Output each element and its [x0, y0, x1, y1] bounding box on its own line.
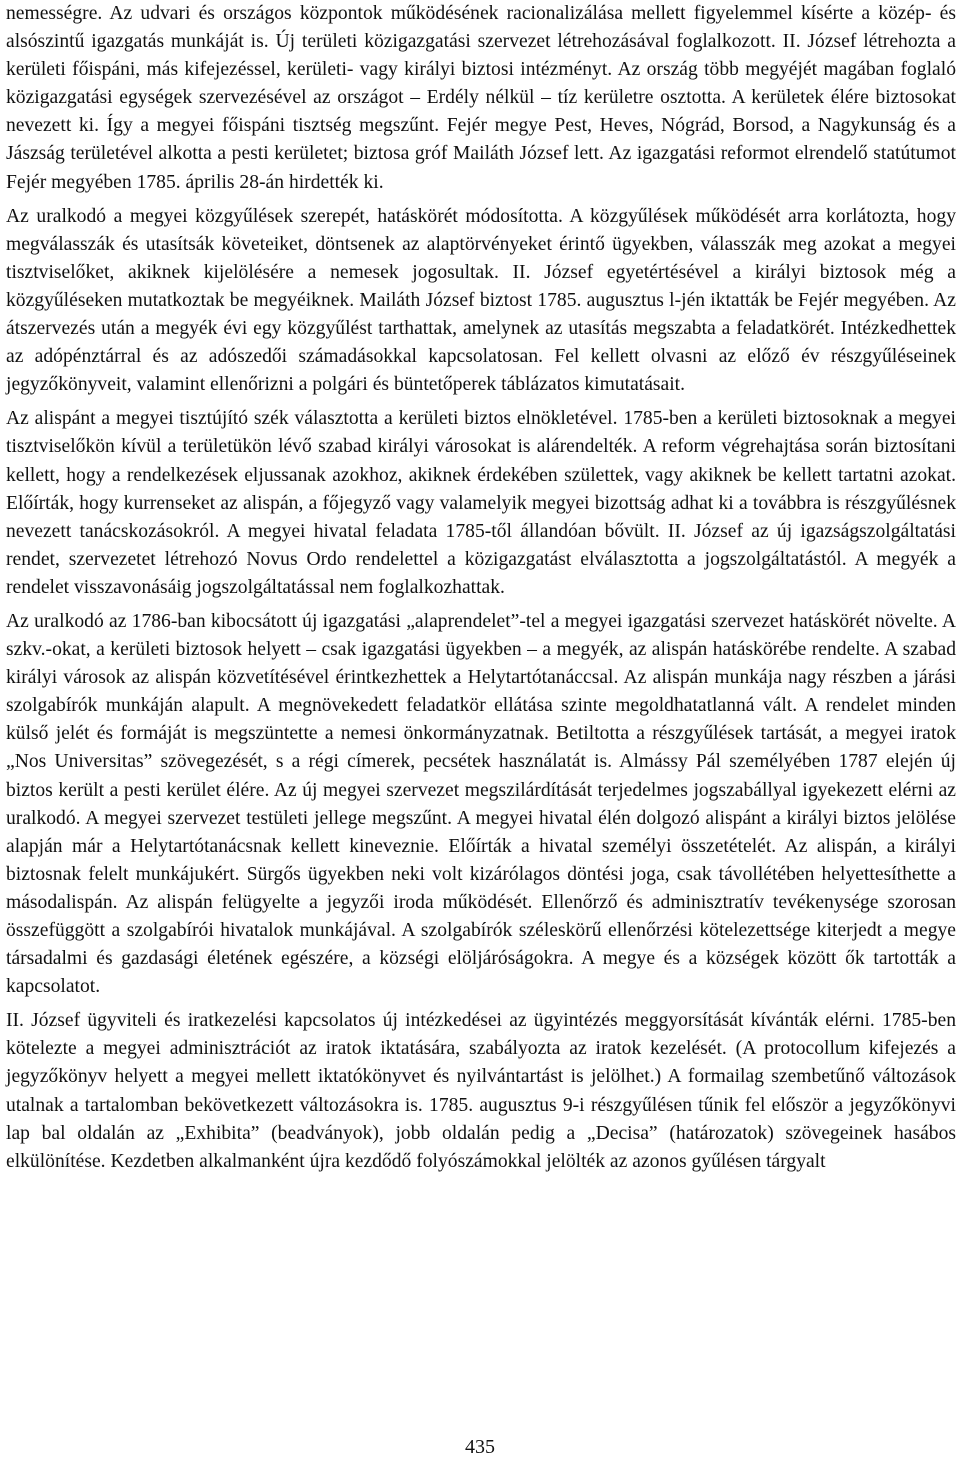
page-number: 435 [465, 1436, 495, 1458]
paragraph-4: Az uralkodó az 1786-ban kibocsátott új igazgatási „alaprendelet”-tel a megyei igazgatási szervezet hatáskörét növelte. A szkv.-okat, a kerületi biztosok helyett – csak igazgatási ügyekben – a megyék, az alispán hatáskörébe rendelte. A szabad királyi városok az alispán közvetítésével érintkezhettek a Helytartótanáccsal. Az alispán munkája nagy részben a járási szolgabírók munkáján alapult. A megnövekedett feladatkör ellátása szinte megoldhatatlanná vált. A rendelet minden külső jelét és formáját is megszüntette a nemesi önkormányzatnak. Betiltotta a részgyűlések tartását, a megyei iratok „Nos Universitas” szövegezését, s a régi címerek, pecsétek használatát is. Almássy Pál személyében 1787 elején új biztos került a pesti kerület élére. Az új megyei szervezet megszilárdítását terjedelmes jogszabállyal igyekezett elérni az uralkodó. A megyei szervezet testületi jellege megszűnt. A megyei hivatal élén dolgozó alispánt a királyi biztos jelölése alapján már a Helytartótanácsnak kellett kineveznie. Előírták a hivatal személyi összetételét. Az alispán, a királyi biztosnak felelt munkájukért. Sürgős ügyekben neki volt kizárólagos döntési joga, csak távollétében helyettesíthette a másodalispán. Az alispán felügyelte a jegyzői iroda működését. Ellenőrző és adminisztratív tevékenysége szorosan összefüggött a szolgabírói hivatalok munkájával. A szolgabírók széleskörű ellenőrzési kötelezettsége kiterjedt a megye társadalmi és gazdasági életének egészére, a községi elöljáróságokra. A megye és a községek között ők tartották a kapcsolatot. [6, 610, 956, 998]
paragraph-5: II. József ügyviteli és iratkezelési kapcsolatos új intézkedései az ügyintézés meggyorsítását kívánták elérni. 1785-ben kötelezte a megyei adminisztrációt az iratok iktatására, szabályozta az iratok kezelését. (A protocollum kifejezés a jegyzőkönyv helyett a megyei mellett iktatókönyvet és nyilvántartást is jelölhet.) A formailag szembetűnő változások utalnak a tartalomban bekövetkezett változásokra is. 1785. augusztus 9-i részgyűlésen tűnik fel először a jegyzőkönyvi lap bal oldalán az „Exhibita” (beadványok), jobb oldalán pedig a „Decisa” (határozatok) szövegeinek hasábos elkülönítése. Kezdetben alkalmanként újra kezdődő folyószámokkal jelölték az azonos gyűlésen tárgyalt [6, 1010, 956, 1172]
paragraph-2: Az uralkodó a megyei közgyűlések szerepét, hatáskörét módosította. A közgyűlések működését arra korlátozta, hogy megválasszák és utasítsák követeiket, döntsenek az alaptörvényeket érintő ügyekben, válasszák meg azokat a megyei tisztviselőket, akiknek kijelölésére a nemesek jogosultak. II. József egyetértésével a királyi biztosok még a közgyűléseken mutatkoztak be megyéiknek. Mailáth József biztost 1785. augusztus l-jén iktatták be Fejér megyében. Az átszervezés után a megyék évi egy közgyűlést tarthattak, amelynek az utasítás megszabta a feladatkörét. Intézkedhettek az adópénztárral és az adószedői számadásokkal kapcsolatosan. Fel kellett olvasni az előző év részgyűléseinek jegyzőkönyveit, valamint ellenőrizni a polgári és büntetőperek táblázatos kimutatásait. [6, 205, 956, 396]
paragraph-3: Az alispánt a megyei tisztújító szék választotta a kerületi biztos elnökletével. 1785-ben a kerületi biztosoknak a megyei tisztviselőkön kívül a területükön lévő szabad királyi városokat is alárendelték. A reform végrehajtása során biztosítani kellett, hogy a rendelkezések eljussanak azokhoz, akiknek érdekében születtek, vagy akiknek be kellett tartatni azokat. Előírták, hogy kurrenseket az alispán, a főjegyző vagy valamelyik megyei bizottság adhat ki a továbbra is részgyűlésnek nevezett tanácskozásokról. A megyei hivatal feladata 1785-től állandóan bővült. II. József az új igazságszolgáltatási rendet, szervezetet létrehozó Novus Ordo rendelettel a közigazgatást elválasztotta a jogszolgáltatástól. A megyék a rendelet visszavonásáig jogszolgáltatással nem foglalkozhattak. [6, 408, 956, 598]
paragraph-1: nemességre. Az udvari és országos központok működésének racionalizálása mellett figyelemmel kísérte a közép- és alsószintű igazgatás munkáját is. Új területi közigazgatási szervezet létrehozásával foglalkozott. II. József létrehozta a kerületi főispáni, más kifejezéssel, kerületi- vagy királyi biztosi intézményt. Az ország több megyéjét magában foglaló közigazgatási egységek szervezésével az országot – Erdély nélkül – tíz kerületre osztotta. A kerületek élére biztosokat nevezett ki. Így a megyei főispáni tisztség megszűnt. Fejér megye Pest, Heves, Nógrád, Borsod, a Nagykunság és a Jászság területével alkotta a pesti kerületet; biztosa gróf Mailáth József lett. Az igazgatási reformot elrendelő statútumot Fejér megyében 1785. április 28-án hirdették ki. [6, 3, 956, 193]
document-body [6, 0, 956, 1182]
